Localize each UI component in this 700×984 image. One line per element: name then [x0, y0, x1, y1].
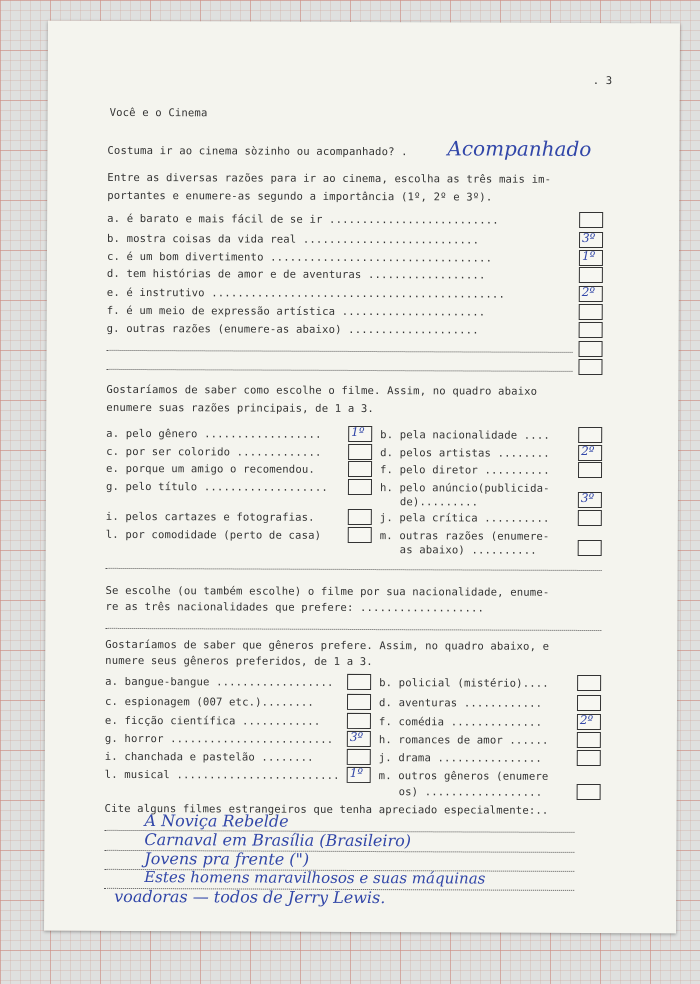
q3-box-b[interactable]: [578, 427, 602, 443]
q3-right-f: f. pelo diretor ..........: [380, 464, 550, 477]
q3-left-i: i. pelos cartazes e fotografias.: [105, 510, 315, 524]
q2-box-g[interactable]: [579, 322, 603, 338]
q5-intro-line2: numere seus gêneros preferidos, de 1 a 3.: [105, 654, 373, 669]
q5-right-m-cont: os) ..................: [398, 786, 543, 799]
q4-line1: Se escolhe (ou também escolhe) o filme por sua nacionalidade, enume-: [105, 584, 550, 599]
q5-box-i[interactable]: [347, 749, 371, 765]
q6-answer-2[interactable]: Carnaval em Brasília (Brasileiro): [144, 830, 412, 851]
q5-box-j[interactable]: [577, 750, 601, 766]
q5-right-d: d. aventuras ............: [378, 697, 543, 710]
q3-box-c[interactable]: [348, 444, 372, 460]
q3-intro-line2: enumere suas razões principais, de 1 a 3.: [106, 401, 374, 416]
q3-right-h: h. pelo anúncio(publicida-: [379, 482, 550, 495]
q3-box-m[interactable]: [578, 540, 602, 556]
q5-left-e: e. ficção científica ............: [104, 714, 321, 728]
q3-box-f[interactable]: [578, 462, 602, 478]
q3-intro-line1: Gostaríamos de saber como escolhe o filme. Assim, no quadro abaixo: [106, 383, 538, 398]
q5-box-m[interactable]: [577, 784, 601, 800]
questionnaire-page: [44, 21, 680, 934]
q2-item-d: d. tem histórias de amor e de aventuras ..................: [106, 267, 486, 282]
q3-left-e: e. porque um amigo o recomendou.: [106, 462, 315, 476]
q6-label: Cite alguns filmes estrangeiros que tenha apreciado especialmente:..: [104, 802, 549, 817]
q3-box-l[interactable]: [348, 527, 372, 543]
q5-right-m: m. outros gêneros (enumere: [378, 770, 549, 783]
section-title: Você e o Cinema: [109, 106, 208, 120]
q5-box-g[interactable]: 3º: [347, 731, 371, 747]
q2-box-f[interactable]: [579, 304, 603, 320]
q5-box-h[interactable]: [577, 732, 601, 748]
q6-answer-3[interactable]: Jovens pra frente ("): [144, 849, 310, 869]
q1-label: Costuma ir ao cinema sòzinho ou acompanhado? .: [107, 144, 408, 159]
q5-left-i: i. chanchada e pastelão ........: [104, 750, 314, 764]
q5-intro-line1: Gostaríamos de saber que gêneros prefere. Assim, no quadro abaixo, e: [105, 638, 550, 653]
q6-answer-1[interactable]: A Noviça Rebelde: [144, 811, 289, 831]
q3-box-j[interactable]: [578, 510, 602, 526]
q5-left-l: l. musical .........................: [104, 768, 340, 782]
q2-box-c[interactable]: 1º: [579, 250, 603, 266]
q5-left-a: a. bangue-bangue ..................: [105, 675, 334, 689]
q2-item-b: b. mostra coisas da vida real ...........................: [107, 232, 480, 247]
q3-right-d: d. pelos artistas ........: [380, 447, 550, 460]
q2-item-a: a. é barato e mais fácil de se ir ..........................: [107, 212, 499, 227]
q5-box-c[interactable]: [347, 694, 371, 710]
q5-right-f: f. comédia ..............: [378, 716, 543, 729]
q2-box-b[interactable]: 3º: [579, 232, 603, 248]
q3-right-m-cont: as abaixo) ..........: [399, 544, 537, 557]
q5-right-h: h. romances de amor ......: [378, 734, 549, 747]
q2-box-a[interactable]: [579, 212, 603, 228]
q2-item-g: g. outras razões (enumere-as abaixo) ....................: [106, 322, 479, 337]
q5-left-g: g. horror .........................: [104, 732, 334, 746]
q5-right-b: b. policial (mistério)....: [379, 677, 549, 690]
q3-box-h[interactable]: 3º: [578, 492, 602, 508]
q3-left-l: l. por comodidade (perto de casa): [105, 528, 322, 542]
q3-right-h-cont: de).........: [399, 496, 479, 509]
page-number: . 3: [592, 75, 613, 88]
q1-answer[interactable]: Acompanhado: [447, 136, 592, 161]
q3-box-g[interactable]: [348, 479, 372, 495]
q2-box-extra-2[interactable]: [578, 359, 602, 375]
q2-box-extra-1[interactable]: [579, 341, 603, 357]
q3-box-e[interactable]: [348, 461, 372, 477]
q3-box-d[interactable]: 2º: [578, 445, 602, 461]
q5-box-d[interactable]: [577, 695, 601, 711]
q5-box-f[interactable]: 2º: [577, 714, 601, 730]
q3-right-j: j. pela crítica ..........: [379, 512, 550, 525]
q6-answer-5[interactable]: voadoras — todos de Jerry Lewis.: [114, 886, 386, 908]
q2-blank-line-2[interactable]: [106, 368, 572, 372]
q2-blank-line-1[interactable]: [107, 349, 573, 353]
q5-left-c: c. espionagem (007 etc.)........: [104, 695, 314, 709]
q5-box-l[interactable]: 1º: [347, 767, 371, 783]
q5-right-j: j. drama ................: [378, 752, 543, 765]
q5-box-b[interactable]: [577, 675, 601, 691]
q5-box-e[interactable]: [347, 713, 371, 729]
q6-answer-4[interactable]: Estes homens maravilhosos e suas máquinas: [144, 868, 486, 888]
q3-box-i[interactable]: [348, 509, 372, 525]
q3-left-c: c. por ser colorido .............: [106, 445, 322, 459]
q2-item-e: e. é instrutivo .............................................: [106, 286, 506, 301]
q2-item-c: c. é um bom divertimento ..................................: [106, 250, 493, 265]
q4-line2: re as três nacionalidades que prefere: ...................: [105, 600, 485, 615]
q3-box-a[interactable]: 1º: [348, 426, 372, 442]
q3-left-g: g. pelo título ...................: [105, 480, 328, 494]
q2-item-f: f. é um meio de expressão artística ......................: [106, 304, 486, 319]
q3-right-m: m. outras razões (enumere-: [379, 530, 550, 543]
q3-right-b: b. pela nacionalidade ....: [380, 429, 550, 442]
q3-left-a: a. pelo gênero ..................: [106, 427, 322, 441]
q2-box-e[interactable]: 2º: [579, 286, 603, 302]
q2-intro-line2: portantes e enumere-as segundo a importância (1º, 2º e 3º).: [107, 189, 493, 204]
q2-intro-line1: Entre as diversas razões para ir ao cinema, escolha as três mais im-: [107, 171, 552, 186]
q5-box-a[interactable]: [347, 674, 371, 690]
q2-box-d[interactable]: [579, 267, 603, 283]
q3-blank-line[interactable]: [106, 567, 602, 571]
q4-blank-line[interactable]: [105, 627, 601, 631]
